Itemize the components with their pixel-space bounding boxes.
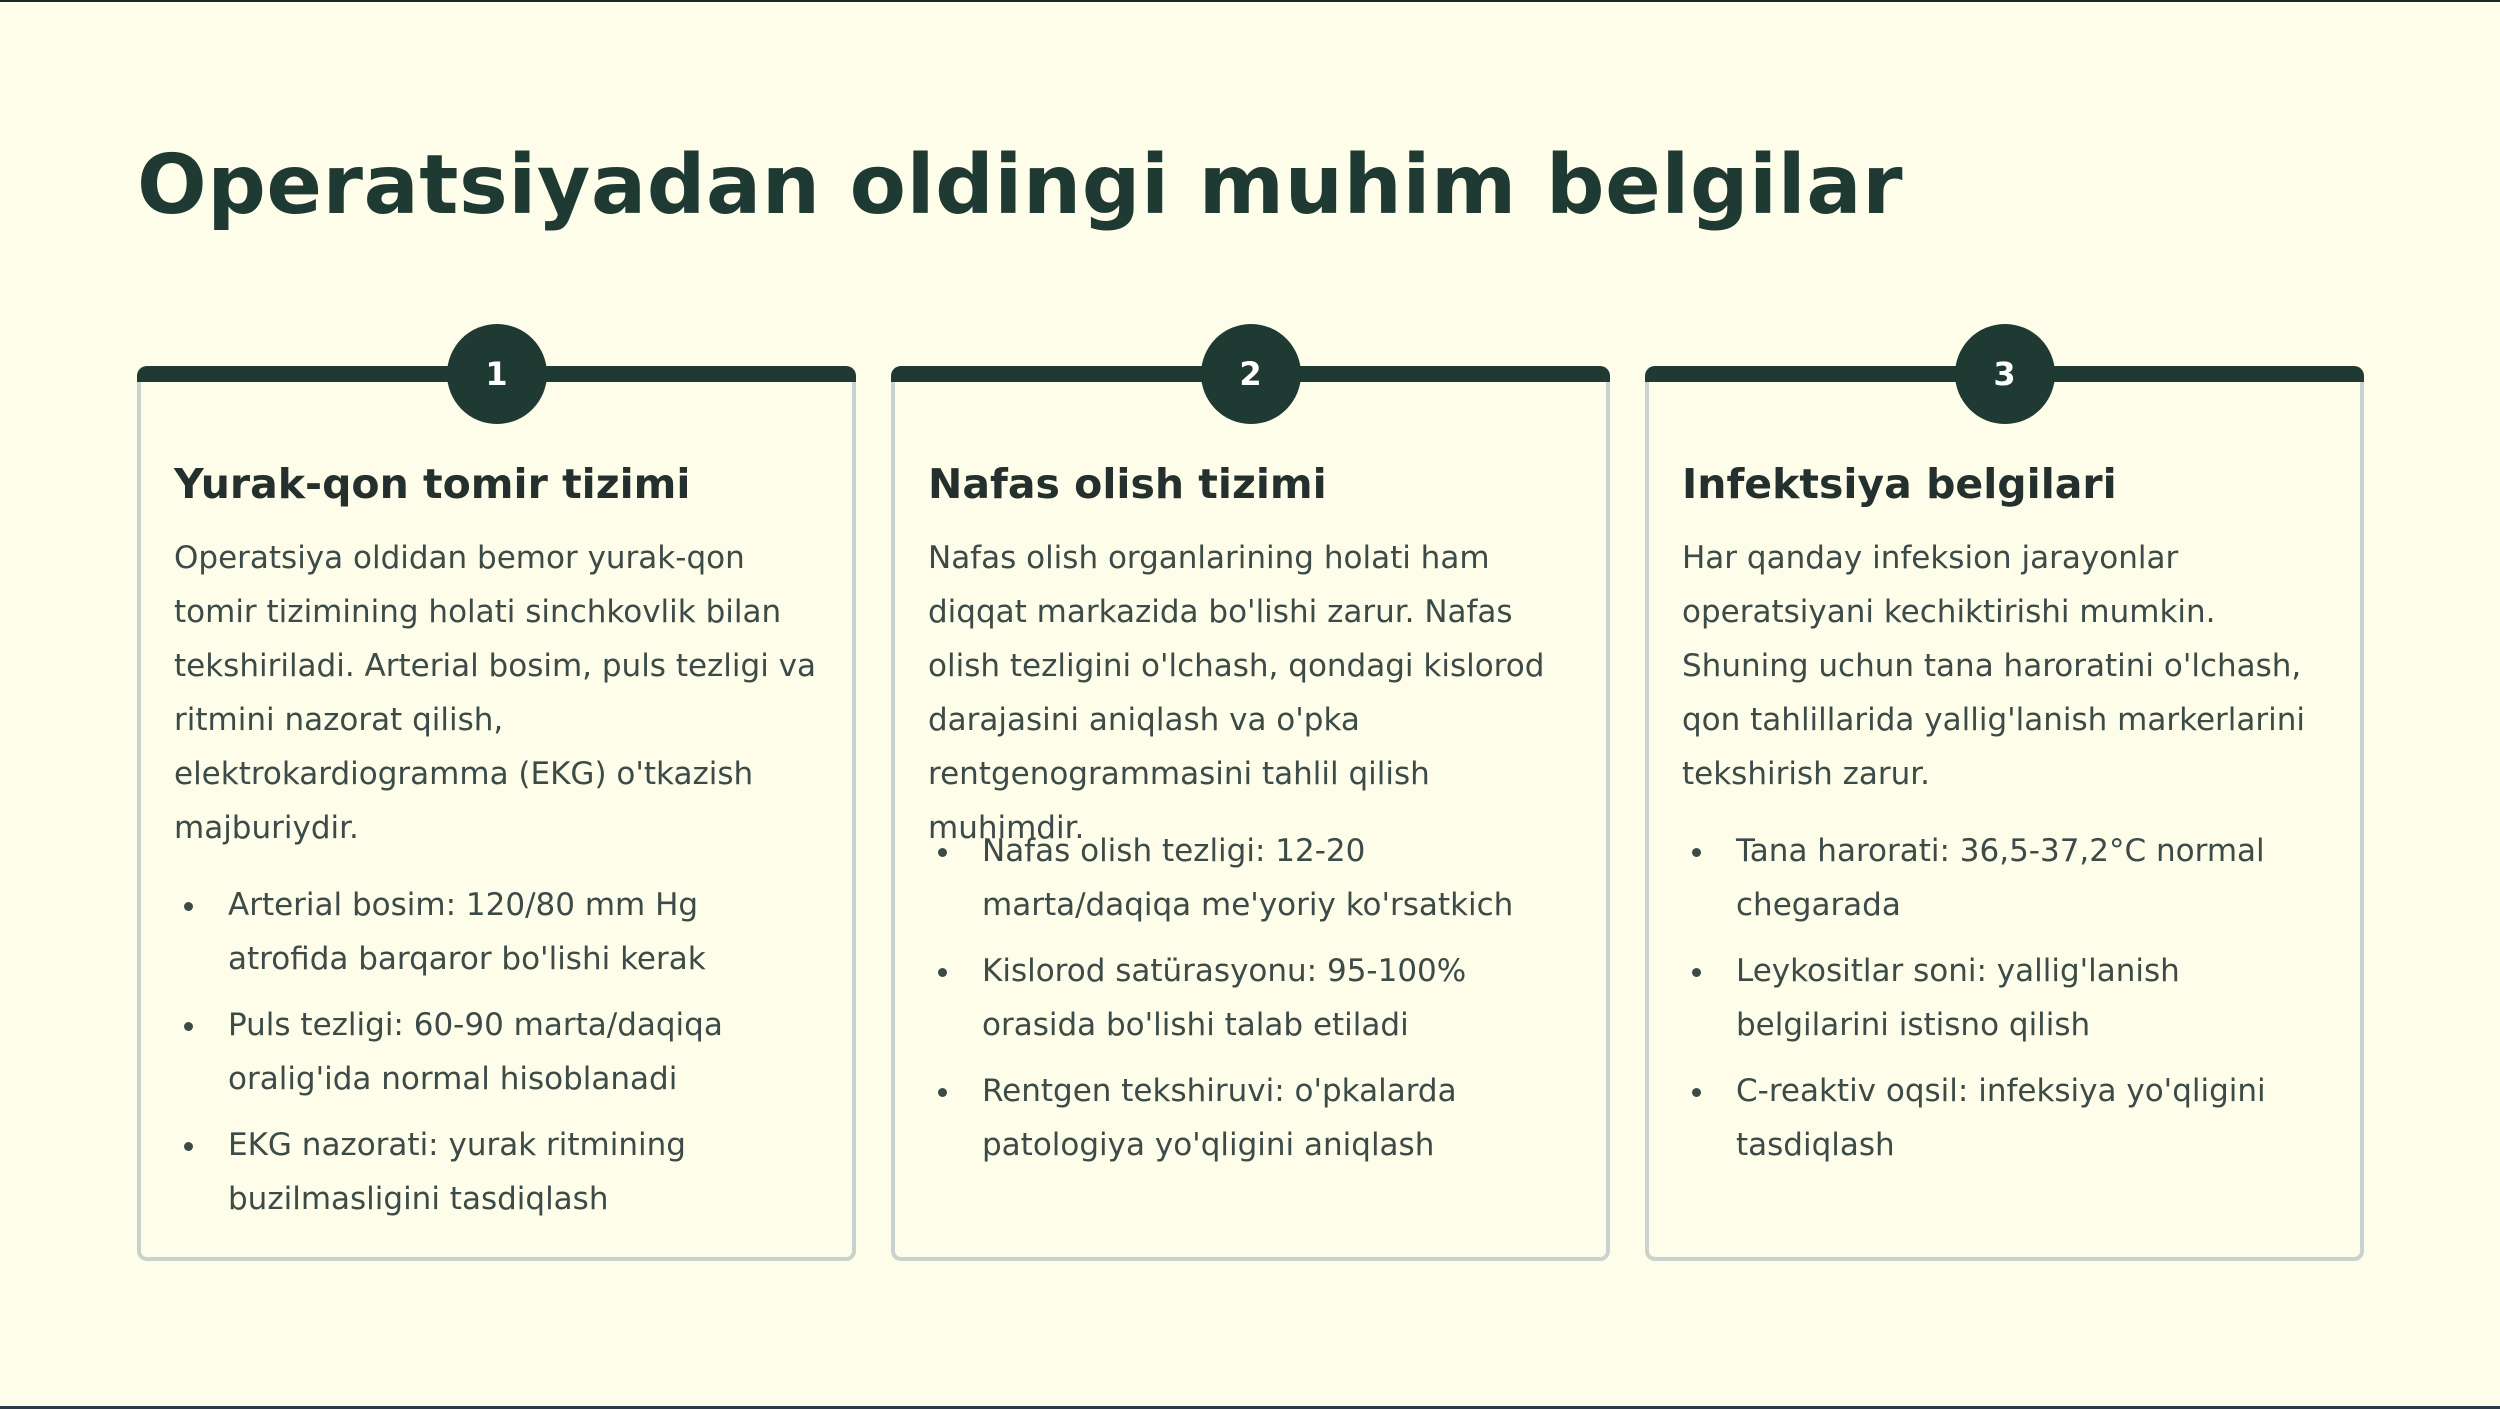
card-number-badge: 3: [1955, 324, 2055, 424]
bullet-item: [928, 824, 1578, 932]
bullet-dot-icon: [184, 902, 193, 911]
bullet-text: Nafas olish tezligi: 12-20 marta/daqiqa me'yoriy ko'rsatkich: [982, 833, 1514, 923]
card-number-badge: 1: [447, 324, 547, 424]
card-title: Yurak-qon tomir tizimi: [174, 460, 691, 508]
bullet-list: [174, 878, 824, 1238]
bullet-item: [174, 1118, 824, 1226]
bullet-dot-icon: [1692, 848, 1701, 857]
bullet-text: Leykositlar soni: yallig'lanish belgilarini istisno qilish: [1736, 953, 2180, 1043]
bullet-dot-icon: [184, 1142, 193, 1151]
card-title: Nafas olish tizimi: [928, 460, 1327, 508]
bullet-dot-icon: [1692, 1088, 1701, 1097]
bullet-item: [1682, 944, 2332, 1052]
bullet-list: [928, 824, 1578, 1184]
bullet-item: [1682, 824, 2332, 932]
bullet-text: Tana harorati: 36,5-37,2°C normal chegarada: [1736, 833, 2265, 923]
bullet-item: [1682, 1064, 2332, 1172]
bullet-item: [928, 944, 1578, 1052]
bullet-dot-icon: [938, 968, 947, 977]
card-infection: [1645, 355, 2364, 1261]
bullet-text: Puls tezligi: 60-90 marta/daqiqa oralig'ida normal hisoblanadi: [228, 1007, 723, 1097]
card-respiratory: [891, 355, 1610, 1261]
bullet-item: [928, 1064, 1578, 1172]
bullet-text: Rentgen tekshiruvi: o'pkalarda patologiya yo'qligini aniqlash: [982, 1073, 1457, 1163]
card-description: Har qanday infeksion jarayonlar operatsiyani kechiktirishi mumkin. Shuning uchun tana haroratini o'lchash, qon tahlillarida yallig'lanish markerlarini tekshirish zarur.: [1682, 540, 2306, 792]
card-description: Operatsiya oldidan bemor yurak-qon tomir tizimining holati sinchkovlik bilan tekshiriladi. Arterial bosim, puls tezligi va ritmini nazorat qilish, elektrokardiogramma (EKG) o'tkazish majburiydir.: [174, 540, 817, 846]
bullet-item: [174, 998, 824, 1106]
card-number-badge: 2: [1201, 324, 1301, 424]
card-cardiovascular: [137, 355, 856, 1261]
bullet-text: EKG nazorati: yurak ritmining buzilmasligini tasdiqlash: [228, 1127, 686, 1217]
card-description: Nafas olish organlarining holati ham diqqat markazida bo'lishi zarur. Nafas olish tezligini o'lchash, qondagi kislorod darajasini aniqlash va o'pka rentgenogrammasini tahlil qilish muhimdir.: [928, 540, 1545, 846]
card-title: Infektsiya belgilari: [1682, 460, 2117, 508]
bullet-dot-icon: [938, 848, 947, 857]
bullet-list: [1682, 824, 2332, 1184]
bullet-dot-icon: [938, 1088, 947, 1097]
bullet-text: Kislorod satürasyonu: 95-100% orasida bo'lishi talab etiladi: [982, 953, 1467, 1043]
top-border: [0, 0, 2500, 2]
bullet-item: [174, 878, 824, 986]
page-title: Operatsiyadan oldingi muhim belgilar: [137, 138, 1904, 233]
bullet-text: C-reaktiv oqsil: infeksiya yo'qligini tasdiqlash: [1736, 1073, 2266, 1163]
bullet-text: Arterial bosim: 120/80 mm Hg atrofida barqaror bo'lishi kerak: [228, 887, 706, 977]
bullet-dot-icon: [184, 1022, 193, 1031]
bullet-dot-icon: [1692, 968, 1701, 977]
